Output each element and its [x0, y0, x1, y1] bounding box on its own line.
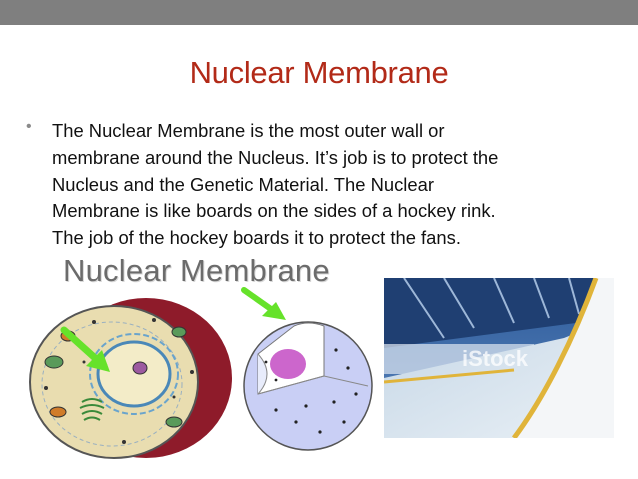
bullet-line: The Nuclear Membrane is the most outer wall or — [52, 120, 445, 141]
nucleus-cutaway-image — [236, 282, 378, 460]
figure-label: Nuclear Membrane — [63, 253, 330, 288]
slide-title: Nuclear Membrane — [189, 55, 449, 90]
cell-diagram-image — [24, 292, 234, 460]
watermark: iStock — [462, 346, 529, 371]
bullet-line: Nucleus and the Genetic Material. The Nuclear — [52, 173, 434, 195]
bullet-line: Membrane is like boards on the sides of a hockey rink. — [52, 200, 496, 222]
hockey-rink-photo — [384, 278, 614, 438]
green-arrow-icon — [244, 290, 286, 320]
bullet-dot-icon: • — [26, 118, 32, 135]
bullet-line: The job of the hockey boards it to protect the fans. — [52, 227, 461, 249]
top-bar — [0, 0, 638, 25]
bullet-line: membrane around the Nucleus. It’s job is to protect the — [52, 146, 499, 168]
bullet-text — [52, 118, 612, 252]
